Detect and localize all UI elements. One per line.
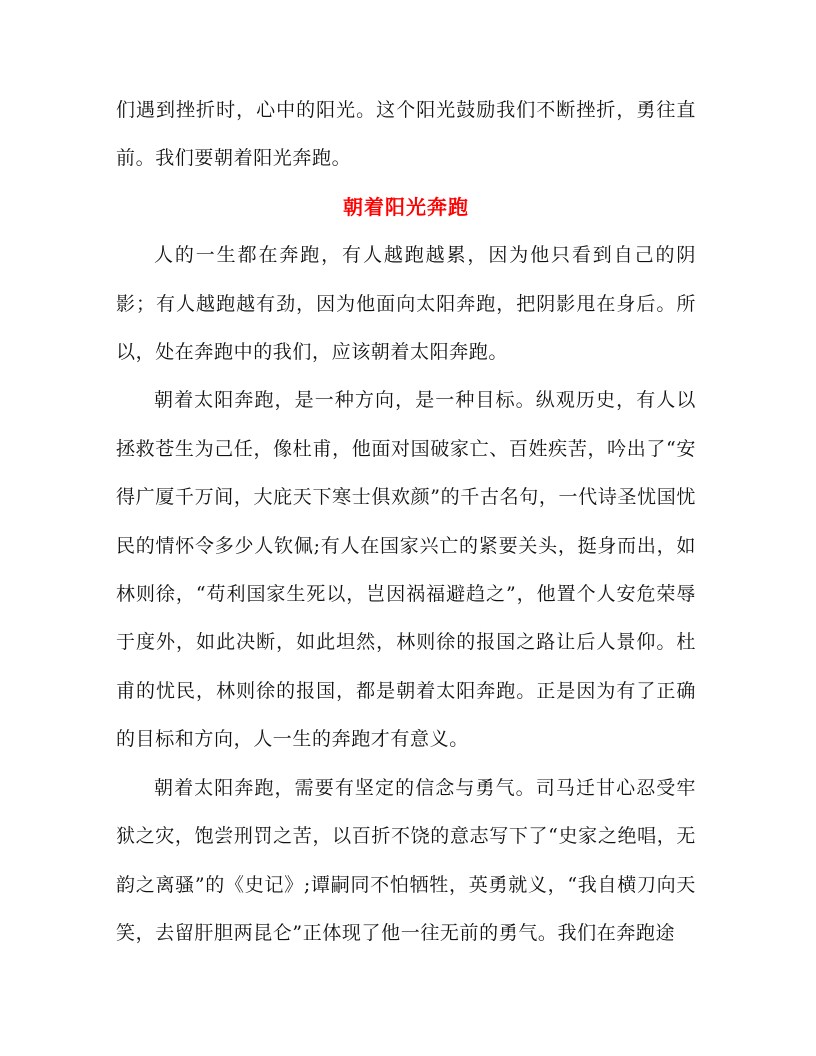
paragraph-1: 人的一生都在奔跑，有人越跑越累，因为他只看到自己的阴影；有人越跑越有劲，因为他面向太阳奔跑，把阴影甩在身后。所以，处在奔跑中的我们，应该朝着太阳奔跑。 — [116, 244, 696, 364]
document-body — [116, 86, 696, 957]
essay-title: 朝着阳光奔跑 — [343, 194, 469, 219]
paragraph-3: 朝着太阳奔跑，需要有坚定的信念与勇气。司马迁甘心忍受牢狱之灾，饱尝刑罚之苦，以百折不饶的意志写下了“史家之绝唱，无韵之离骚”的《史记》;谭嗣同不怕牺牲，英勇就义，“我自横刀向天笑，去留肝胆两昆仑”正体现了他一往无前的勇气。我们在奔跑途 — [116, 776, 696, 944]
lead-paragraph: 们遇到挫折时，心中的阳光。这个阳光鼓励我们不断挫折，勇往直前。我们要朝着阳光奔跑。 — [116, 99, 696, 170]
paragraph-2: 朝着太阳奔跑，是一种方向，是一种目标。纵观历史，有人以拯救苍生为己任，像杜甫，他面对国破家亡、百姓疾苦，吟出了“安得广厦千万间，大庇天下寒士俱欢颜”的千古名句，一代诗圣忧国忧民的情怀令多少人钦佩;有人在国家兴亡的紧要关头，挺身而出，如林则徐，“苟利国家生死以，岂因祸福避趋之”，他置个人安危荣辱于度外，如此决断，如此坦然，林则徐的报国之路让后人景仰。杜甫的忧民，林则徐的报国，都是朝着太阳奔跑。正是因为有了正确的目标和方向，人一生的奔跑才有意义。 — [116, 389, 696, 751]
